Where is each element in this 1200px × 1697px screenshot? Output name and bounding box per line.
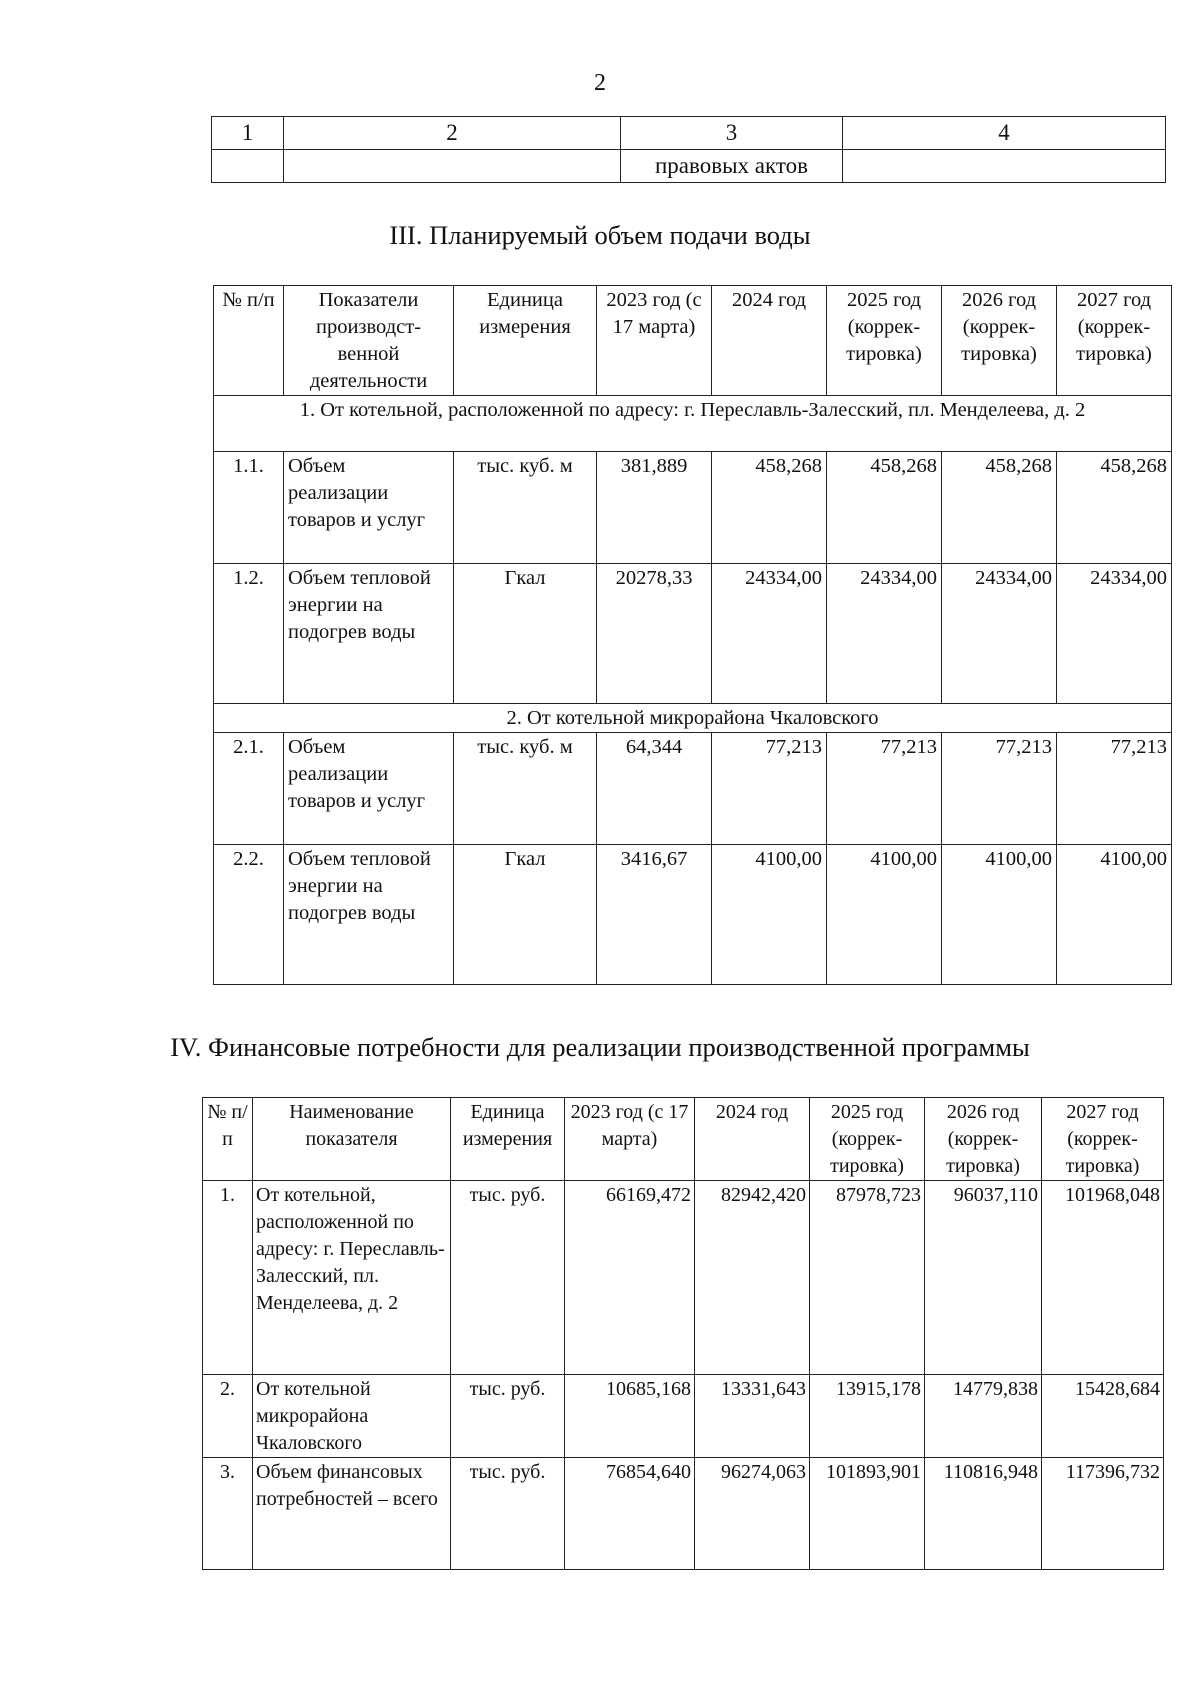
value-cell: 77,213 [942, 733, 1057, 845]
row-name: Объем реализации товаров и услуг [284, 452, 454, 564]
value-cell: 82942,420 [695, 1181, 810, 1375]
value-cell: 4100,00 [942, 845, 1057, 985]
value-cell: 66169,472 [565, 1181, 695, 1375]
value-cell: 15428,684 [1042, 1375, 1164, 1458]
header-num: № п/п [203, 1098, 253, 1181]
continuation-table [211, 116, 1166, 183]
value-cell: 13331,643 [695, 1375, 810, 1458]
row-unit: Гкал [454, 845, 597, 985]
value-cell: 13915,178 [810, 1375, 925, 1458]
header-2026: 2026 год (коррек-тировка) [942, 286, 1057, 396]
value-cell: 458,268 [1057, 452, 1172, 564]
value-cell: 4100,00 [1057, 845, 1172, 985]
value-cell: 381,889 [597, 452, 712, 564]
header-cell: 4 [843, 117, 1166, 150]
header-2023: 2023 год (с 17 марта) [565, 1098, 695, 1181]
row-unit: тыс. руб. [451, 1181, 565, 1375]
header-indicator: Показатели производст-венной деятельности [284, 286, 454, 396]
table-header-row [203, 1098, 1164, 1181]
value-cell: 110816,948 [925, 1458, 1042, 1570]
header-unit: Единица измерения [451, 1098, 565, 1181]
header-2023: 2023 год (с 17 марта) [597, 286, 712, 396]
group-row [214, 704, 1172, 733]
row-num: 2. [203, 1375, 253, 1458]
row-num: 2.2. [214, 845, 284, 985]
value-cell: 77,213 [827, 733, 942, 845]
row-num: 1.1. [214, 452, 284, 564]
value-cell: 24334,00 [712, 564, 827, 704]
table-header-row [212, 117, 1166, 150]
page-number: 2 [594, 70, 606, 96]
section-title: IV. Финансовые потребности для реализации производственной программы [170, 1032, 1030, 1062]
group-row [214, 396, 1172, 452]
table-row [214, 452, 1172, 564]
section-title: III. Планируемый объем подачи воды [389, 220, 811, 250]
table-header-row [214, 286, 1172, 396]
value-cell: 458,268 [712, 452, 827, 564]
value-cell: 96037,110 [925, 1181, 1042, 1375]
row-name: Объем финансовых потребностей – всего [253, 1458, 451, 1570]
row-num: 1.2. [214, 564, 284, 704]
value-cell: 4100,00 [712, 845, 827, 985]
value-cell: 101893,901 [810, 1458, 925, 1570]
cell [284, 150, 621, 183]
group-label: 2. От котельной микрорайона Чкаловского [214, 704, 1172, 733]
header-name: Наименование показателя [253, 1098, 451, 1181]
row-name: Объем реализации товаров и услуг [284, 733, 454, 845]
row-name: Объем тепловой энергии на подогрев воды [284, 845, 454, 985]
table-row [203, 1458, 1164, 1570]
header-cell: 2 [284, 117, 621, 150]
header-2027: 2027 год (коррек-тировка) [1057, 286, 1172, 396]
financial-needs-table [202, 1097, 1164, 1570]
row-name: От котельной микрорайона Чкаловского [253, 1375, 451, 1458]
value-cell: 24334,00 [1057, 564, 1172, 704]
row-unit: тыс. куб. м [454, 733, 597, 845]
value-cell: 458,268 [827, 452, 942, 564]
value-cell: 77,213 [1057, 733, 1172, 845]
value-cell: 77,213 [712, 733, 827, 845]
header-cell: 3 [621, 117, 843, 150]
row-name: От котельной, расположенной по адресу: г. Переславль-Залесский, пл. Менделеева, д. 2 [253, 1181, 451, 1375]
value-cell: 24334,00 [827, 564, 942, 704]
table-row [214, 845, 1172, 985]
value-cell: 458,268 [942, 452, 1057, 564]
header-2027: 2027 год (коррек-тировка) [1042, 1098, 1164, 1181]
header-2024: 2024 год [712, 286, 827, 396]
table-row [214, 733, 1172, 845]
header-2025: 2025 год (коррек-тировка) [810, 1098, 925, 1181]
row-num: 3. [203, 1458, 253, 1570]
table-row [203, 1375, 1164, 1458]
header-unit: Единица измерения [454, 286, 597, 396]
row-name: Объем тепловой энергии на подогрев воды [284, 564, 454, 704]
row-num: 1. [203, 1181, 253, 1375]
value-cell: 20278,33 [597, 564, 712, 704]
value-cell: 117396,732 [1042, 1458, 1164, 1570]
row-unit: тыс. куб. м [454, 452, 597, 564]
water-volume-table [213, 285, 1172, 985]
value-cell: 96274,063 [695, 1458, 810, 1570]
value-cell: 24334,00 [942, 564, 1057, 704]
row-unit: тыс. руб. [451, 1458, 565, 1570]
row-unit: тыс. руб. [451, 1375, 565, 1458]
cell [212, 150, 284, 183]
group-label: 1. От котельной, расположенной по адресу: г. Переславль-Залесский, пл. Менделеева, д. 2 [214, 396, 1172, 452]
value-cell: 76854,640 [565, 1458, 695, 1570]
value-cell: 4100,00 [827, 845, 942, 985]
value-cell: 101968,048 [1042, 1181, 1164, 1375]
header-2024: 2024 год [695, 1098, 810, 1181]
header-2026: 2026 год (коррек-тировка) [925, 1098, 1042, 1181]
cell [843, 150, 1166, 183]
value-cell: 3416,67 [597, 845, 712, 985]
header-num: № п/п [214, 286, 284, 396]
value-cell: 14779,838 [925, 1375, 1042, 1458]
value-cell: 87978,723 [810, 1181, 925, 1375]
value-cell: 64,344 [597, 733, 712, 845]
value-cell: 10685,168 [565, 1375, 695, 1458]
table-row [203, 1181, 1164, 1375]
row-unit: Гкал [454, 564, 597, 704]
cell: правовых актов [621, 150, 843, 183]
row-num: 2.1. [214, 733, 284, 845]
table-row [212, 150, 1166, 183]
header-cell: 1 [212, 117, 284, 150]
table-row [214, 564, 1172, 704]
header-2025: 2025 год (коррек-тировка) [827, 286, 942, 396]
